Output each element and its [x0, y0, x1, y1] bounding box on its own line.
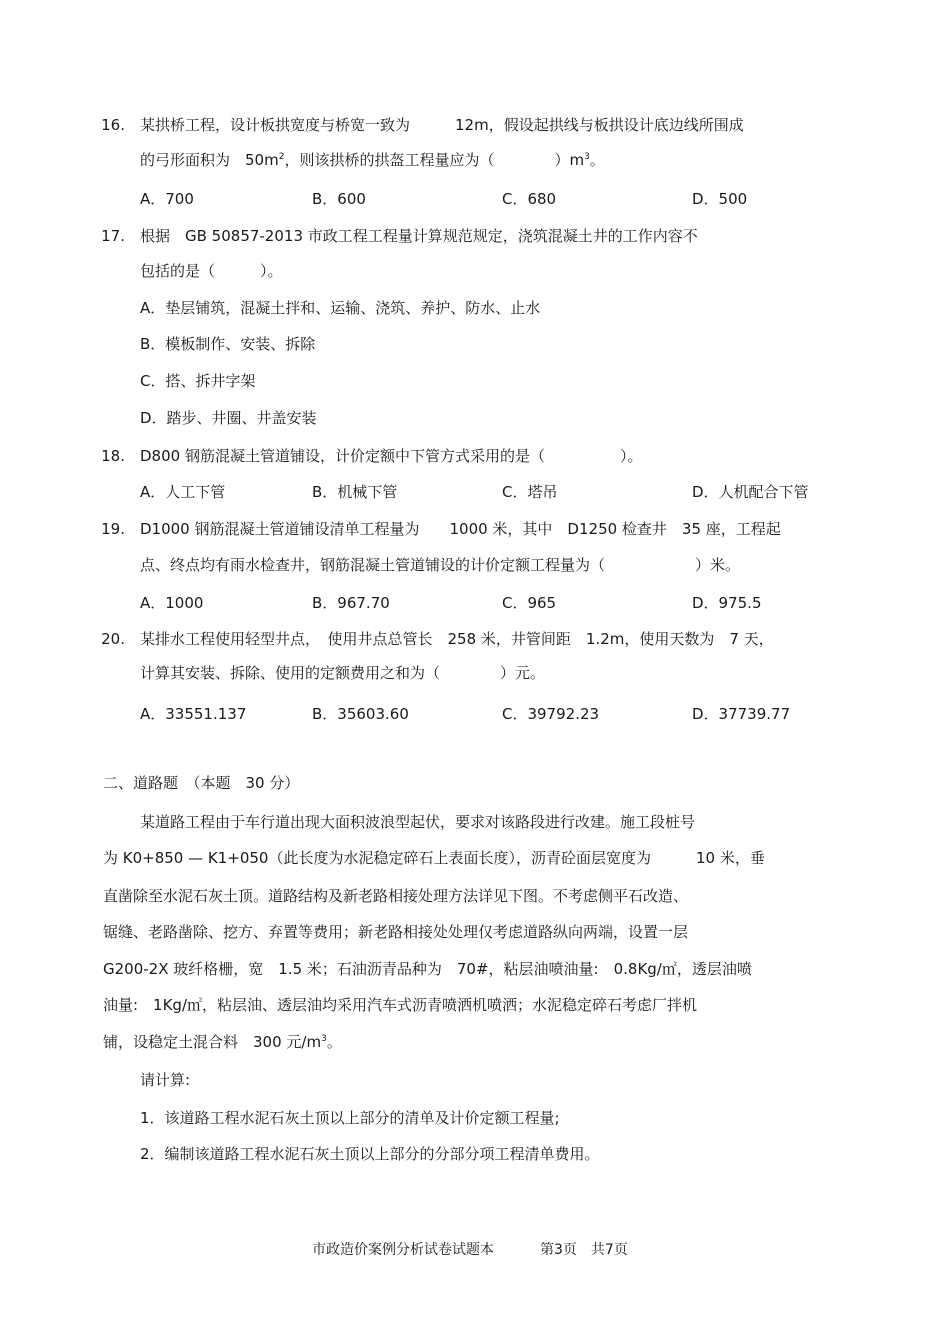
- q20-option-a: A．33551.137: [140, 705, 247, 723]
- q17-option-c: C．搭、拆井字架: [140, 372, 256, 390]
- section2-ask: 请计算:: [140, 1071, 191, 1089]
- section2-para-line7: 铺，设稳定土混合料 300 元$/m^3$。: [103, 1033, 342, 1051]
- section2-para-line2: 为 K0+850 — K1+050（此长度为水泥稳定碎石上表面长度），沥青砼面层宽度为 10 米，垂: [103, 849, 765, 867]
- section2-task-2: 2．编制该道路工程水泥石灰土顶以上部分的分部分项工程清单费用。: [140, 1145, 600, 1163]
- q20-option-d: D．37739.77: [692, 705, 791, 723]
- q16-stem-line2: 的弓形面积为 $50m^2$，则该拱桥的拱盔工程量应为（ ）$m^3$。: [140, 151, 605, 169]
- q17-stem-line1: 根据 GB 50857-2013 市政工程工程量计算规范规定，浇筑混凝土井的工作内容不: [140, 227, 698, 245]
- footer-title: 市政造价案例分析试卷试题本: [312, 1242, 494, 1258]
- q19-option-b: B．967.70: [312, 594, 390, 612]
- q19-number: 19.: [101, 520, 125, 538]
- q17-option-b: B．模板制作、安装、拆除: [140, 335, 316, 353]
- q16-option-d: D．500: [692, 190, 748, 208]
- q19-option-c: C．965: [502, 594, 557, 612]
- q18-number: 18.: [101, 447, 125, 465]
- section2-title: 二、道路题 （本题 30 分）: [103, 774, 300, 792]
- q19-stem-line1: D1000 钢筋混凝土管道铺设清单工程量为 1000 米，其中 D1250 检查井 35 座，工程起: [140, 520, 781, 538]
- section2-task-1: 1．该道路工程水泥石灰土顶以上部分的清单及计价定额工程量;: [140, 1109, 560, 1127]
- q16-number: 16.: [101, 116, 125, 134]
- q16-option-c: C．680: [502, 190, 557, 208]
- section2-para-line5: G200-2X 玻纤格栅，宽 1.5 米；石油沥青品种为 70#，粘层油喷油量: 0.8Kg/㎡，透层油喷: [103, 960, 752, 978]
- footer-page-number: 第3页 共7页: [540, 1242, 628, 1258]
- q20-stem-line2: 计算其安装、拆除、使用的定额费用之和为（ ）元。: [140, 664, 546, 682]
- q19-stem-line2: 点、终点均有雨水检查井，钢筋混凝土管道铺设的计价定额工程量为（ ）米。: [140, 556, 741, 574]
- q16-stem-line1: 某拱桥工程，设计板拱宽度与桥宽一致为 12m，假设起拱线与板拱设计底边线所围成: [140, 116, 744, 134]
- section2-para-line1: 某道路工程由于车行道出现大面积波浪型起伏，要求对该路段进行改建。施工段桩号: [140, 813, 696, 831]
- q18-option-b: B．机械下管: [312, 483, 398, 501]
- q20-stem-line1: 某排水工程使用轻型井点， 使用井点总管长 258 米，井管间距 1.2m，使用天数为 7 天，: [140, 630, 774, 648]
- q17-stem-line2: 包括的是（ ）。: [140, 262, 283, 280]
- q18-stem-line1: D800 钢筋混凝土管道铺设，计价定额中下管方式采用的是（ ）。: [140, 447, 643, 465]
- section2-para-line3: 直凿除至水泥石灰土顶。道路结构及新老路相接处理方法详见下图。不考虑侧平石改造、: [103, 887, 689, 905]
- q17-number: 17.: [101, 227, 125, 245]
- q20-number: 20.: [101, 630, 125, 648]
- q20-option-c: C．39792.23: [502, 705, 600, 723]
- section2-para-line6: 油量: 1Kg/㎡，粘层油、透层油均采用汽车式沥青喷洒机喷洒；水泥稳定碎石考虑厂拌机: [103, 996, 698, 1014]
- q19-option-d: D．975.5: [692, 594, 762, 612]
- q19-option-a: A．1000: [140, 594, 204, 612]
- q17-option-a: A．垫层铺筑，混凝土拌和、运输、浇筑、养护、防水、止水: [140, 299, 541, 317]
- section2-para-line4: 锯缝、老路凿除、挖方、弃置等费用；新老路相接处处理仅考虑道路纵向两端，设置一层: [103, 923, 689, 941]
- q17-option-d: D．踏步、井圈、井盖安装: [140, 409, 317, 427]
- q18-option-d: D．人机配合下管: [692, 483, 809, 501]
- q20-option-b: B．35603.60: [312, 705, 409, 723]
- q16-option-b: B．600: [312, 190, 366, 208]
- q18-option-a: A．人工下管: [140, 483, 226, 501]
- q18-option-c: C．塔吊: [502, 483, 558, 501]
- q16-option-a: A．700: [140, 190, 194, 208]
